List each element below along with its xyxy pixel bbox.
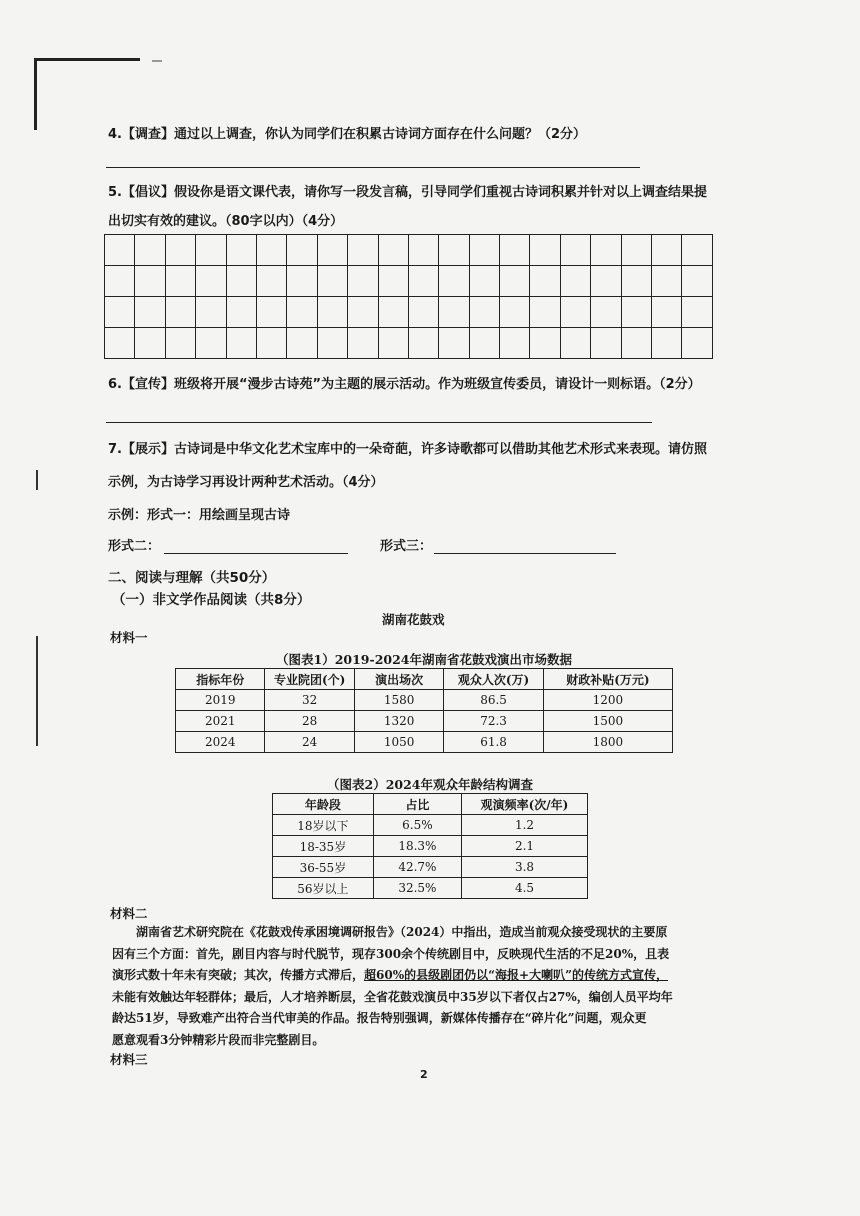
table-cell: 28 <box>265 711 354 732</box>
paragraph-text: 演形式数十年未有突破；其次，传播方式滞后， <box>112 968 365 982</box>
grid-cell[interactable] <box>652 266 682 297</box>
grid-cell[interactable] <box>135 328 165 359</box>
grid-cell[interactable] <box>105 266 135 297</box>
writing-grid[interactable] <box>104 234 713 359</box>
grid-cell[interactable] <box>378 235 408 266</box>
grid-cell[interactable] <box>652 297 682 328</box>
column-header: 指标年份 <box>176 669 265 690</box>
paragraph-line: 未能有效触达年轻群体；最后，人才培养断层，全省花鼓戏演员中35岁以下者仅占27%，编创人员平均年 <box>112 989 673 1004</box>
grid-cell[interactable] <box>439 235 469 266</box>
grid-cell[interactable] <box>408 266 438 297</box>
answer-line-q4[interactable] <box>106 167 640 168</box>
table-row <box>273 836 588 857</box>
grid-cell[interactable] <box>621 328 651 359</box>
paragraph-line: 湖南省艺术研究院在《花鼓戏传承困境调研报告》（2024）中指出，造成当前观众接受现状的主要原 <box>136 925 668 939</box>
answer-line-q6[interactable] <box>106 422 652 423</box>
grid-cell[interactable] <box>682 297 712 328</box>
grid-cell[interactable] <box>530 266 560 297</box>
grid-cell[interactable] <box>591 328 621 359</box>
grid-cell[interactable] <box>287 235 317 266</box>
grid-cell[interactable] <box>348 266 378 297</box>
grid-cell[interactable] <box>135 235 165 266</box>
column-header: 财政补贴(万元) <box>543 669 672 690</box>
grid-cell[interactable] <box>317 297 347 328</box>
table-1 <box>175 668 673 753</box>
table-1-caption: （图表1）2019-2024年湖南省花鼓戏演出市场数据 <box>276 652 572 667</box>
grid-cell[interactable] <box>378 328 408 359</box>
grid-cell[interactable] <box>652 235 682 266</box>
column-header: 观众人次(万) <box>444 669 543 690</box>
table-2-caption: （图表2）2024年观众年龄结构调查 <box>327 777 533 792</box>
column-header: 专业院团(个) <box>265 669 354 690</box>
grid-cell[interactable] <box>408 297 438 328</box>
question-7-example: 示例：形式一：用绘画呈现古诗 <box>108 508 291 523</box>
grid-cell[interactable] <box>682 266 712 297</box>
material-2-paragraph <box>112 922 732 1051</box>
grid-cell[interactable] <box>500 266 530 297</box>
material-3-label: 材料三 <box>110 1052 148 1067</box>
material-2-label: 材料二 <box>110 906 148 921</box>
grid-cell[interactable] <box>560 297 590 328</box>
table-cell: 1800 <box>543 732 672 753</box>
grid-cell[interactable] <box>105 297 135 328</box>
material-1-label: 材料一 <box>110 630 148 645</box>
grid-cell[interactable] <box>287 266 317 297</box>
grid-cell[interactable] <box>348 328 378 359</box>
grid-cell[interactable] <box>256 328 286 359</box>
question-6: 6.【宣传】班级将开展“漫步古诗苑”为主题的展示活动。作为班级宣传委员，请设计一则标语。（2分） <box>108 377 701 392</box>
grid-cell[interactable] <box>135 297 165 328</box>
form-3-label: 形式三： <box>380 539 433 554</box>
grid-cell[interactable] <box>500 235 530 266</box>
answer-line-form-3[interactable] <box>434 553 616 554</box>
question-5-line1: 5.【倡议】假设你是语文课代表，请你写一段发言稿，引导同学们重视古诗词积累并针对以上调查结果提 <box>108 185 707 200</box>
table-row <box>273 878 588 899</box>
grid-cell[interactable] <box>530 297 560 328</box>
grid-cell[interactable] <box>469 235 499 266</box>
table-cell: 1050 <box>354 732 443 753</box>
grid-cell[interactable] <box>256 297 286 328</box>
scan-corner-mark <box>34 58 140 130</box>
table-cell: 4.5 <box>461 878 587 899</box>
grid-cell[interactable] <box>165 328 195 359</box>
grid-cell[interactable] <box>348 297 378 328</box>
grid-cell[interactable] <box>560 266 590 297</box>
table-cell: 18-35岁 <box>273 836 374 857</box>
grid-cell[interactable] <box>560 235 590 266</box>
grid-cell[interactable] <box>408 235 438 266</box>
grid-cell[interactable] <box>469 328 499 359</box>
underlined-text: 超60%的县级剧团仍以“海报+大喇叭”的传统方式宣传， <box>364 968 668 982</box>
table-cell: 61.8 <box>444 732 543 753</box>
table-cell: 1200 <box>543 690 672 711</box>
table-cell: 6.5% <box>373 815 461 836</box>
question-7-line2: 示例，为古诗学习再设计两种艺术活动。（4分） <box>108 475 384 490</box>
table-cell: 86.5 <box>444 690 543 711</box>
grid-cell[interactable] <box>682 328 712 359</box>
table-cell: 18岁以下 <box>273 815 374 836</box>
table-cell: 2024 <box>176 732 265 753</box>
table-2 <box>272 793 588 899</box>
grid-cell[interactable] <box>105 235 135 266</box>
grid-cell[interactable] <box>226 297 256 328</box>
grid-cell[interactable] <box>256 266 286 297</box>
grid-cell[interactable] <box>621 297 651 328</box>
grid-cell[interactable] <box>105 328 135 359</box>
grid-row <box>105 266 713 297</box>
grid-cell[interactable] <box>348 235 378 266</box>
paragraph-line: 因有三个方面：首先，剧目内容与时代脱节，现存300余个传统剧目中，反映现代生活的不足20%，且表 <box>112 946 670 961</box>
grid-cell[interactable] <box>500 297 530 328</box>
grid-cell[interactable] <box>621 235 651 266</box>
table-cell: 1500 <box>543 711 672 732</box>
paragraph-line: 龄达51岁，导致难产出符合当代审美的作品。报告特别强调，新媒体传播存在“碎片化”问题，观众更 <box>112 1011 647 1025</box>
scan-mark <box>152 60 162 62</box>
grid-cell[interactable] <box>378 266 408 297</box>
grid-row <box>105 297 713 328</box>
margin-mark <box>36 470 38 490</box>
grid-cell[interactable] <box>287 297 317 328</box>
grid-cell[interactable] <box>287 328 317 359</box>
margin-mark <box>36 636 38 746</box>
table-cell: 32.5% <box>373 878 461 899</box>
grid-cell[interactable] <box>165 297 195 328</box>
table-cell: 3.8 <box>461 857 587 878</box>
grid-cell[interactable] <box>621 266 651 297</box>
table-cell: 2021 <box>176 711 265 732</box>
grid-cell[interactable] <box>165 235 195 266</box>
grid-cell[interactable] <box>226 266 256 297</box>
grid-cell[interactable] <box>196 266 226 297</box>
grid-cell[interactable] <box>439 266 469 297</box>
table-cell: 56岁以上 <box>273 878 374 899</box>
grid-cell[interactable] <box>317 266 347 297</box>
grid-cell[interactable] <box>226 235 256 266</box>
grid-cell[interactable] <box>439 297 469 328</box>
table-cell: 24 <box>265 732 354 753</box>
grid-cell[interactable] <box>226 328 256 359</box>
table-cell: 32 <box>265 690 354 711</box>
grid-row <box>105 235 713 266</box>
table-row <box>273 815 588 836</box>
paragraph-line <box>112 965 732 987</box>
table-cell: 18.3% <box>373 836 461 857</box>
grid-cell[interactable] <box>591 266 621 297</box>
table-row <box>176 732 673 753</box>
section-subtitle: （一）非文学作品阅读（共8分） <box>112 592 311 608</box>
page-number: 2 <box>420 1068 428 1081</box>
grid-row <box>105 328 713 359</box>
table-cell: 1580 <box>354 690 443 711</box>
grid-cell[interactable] <box>196 297 226 328</box>
grid-cell[interactable] <box>469 297 499 328</box>
table-cell: 1320 <box>354 711 443 732</box>
question-5-line2: 出切实有效的建议。（80字以内）（4分） <box>108 214 344 229</box>
grid-cell[interactable] <box>256 235 286 266</box>
grid-cell[interactable] <box>652 328 682 359</box>
table-cell: 72.3 <box>444 711 543 732</box>
grid-cell[interactable] <box>560 328 590 359</box>
grid-cell[interactable] <box>591 297 621 328</box>
grid-cell[interactable] <box>439 328 469 359</box>
grid-cell[interactable] <box>165 266 195 297</box>
grid-cell[interactable] <box>530 328 560 359</box>
grid-cell[interactable] <box>317 328 347 359</box>
grid-cell[interactable] <box>500 328 530 359</box>
grid-cell[interactable] <box>530 235 560 266</box>
grid-cell[interactable] <box>196 328 226 359</box>
grid-cell[interactable] <box>682 235 712 266</box>
table-cell: 42.7% <box>373 857 461 878</box>
column-header: 年龄段 <box>273 794 374 815</box>
column-header: 占比 <box>373 794 461 815</box>
paragraph-line: 愿意观看3分钟精彩片段而非完整剧目。 <box>112 1032 325 1047</box>
question-7-line1: 7.【展示】古诗词是中华文化艺术宝库中的一朵奇葩，许多诗歌都可以借助其他艺术形式来表现。请仿照 <box>108 442 707 457</box>
table-cell: 1.2 <box>461 815 587 836</box>
grid-cell[interactable] <box>135 266 165 297</box>
grid-cell[interactable] <box>469 266 499 297</box>
table-cell: 2019 <box>176 690 265 711</box>
table-cell: 2.1 <box>461 836 587 857</box>
grid-cell[interactable] <box>378 297 408 328</box>
grid-cell[interactable] <box>591 235 621 266</box>
table-cell: 36-55岁 <box>273 857 374 878</box>
table-row <box>176 690 673 711</box>
section-title: 二、阅读与理解（共50分） <box>108 570 276 586</box>
grid-cell[interactable] <box>317 235 347 266</box>
article-title: 湖南花鼓戏 <box>382 612 445 627</box>
column-header: 演出场次 <box>354 669 443 690</box>
form-2-label: 形式二： <box>108 539 161 554</box>
question-4: 4.【调查】通过以上调查，你认为同学们在积累古诗词方面存在什么问题？（2分） <box>108 127 587 142</box>
column-header: 观演频率(次/年) <box>461 794 587 815</box>
table-row <box>176 711 673 732</box>
grid-cell[interactable] <box>408 328 438 359</box>
table-row <box>273 857 588 878</box>
grid-cell[interactable] <box>196 235 226 266</box>
answer-line-form-2[interactable] <box>164 553 348 554</box>
